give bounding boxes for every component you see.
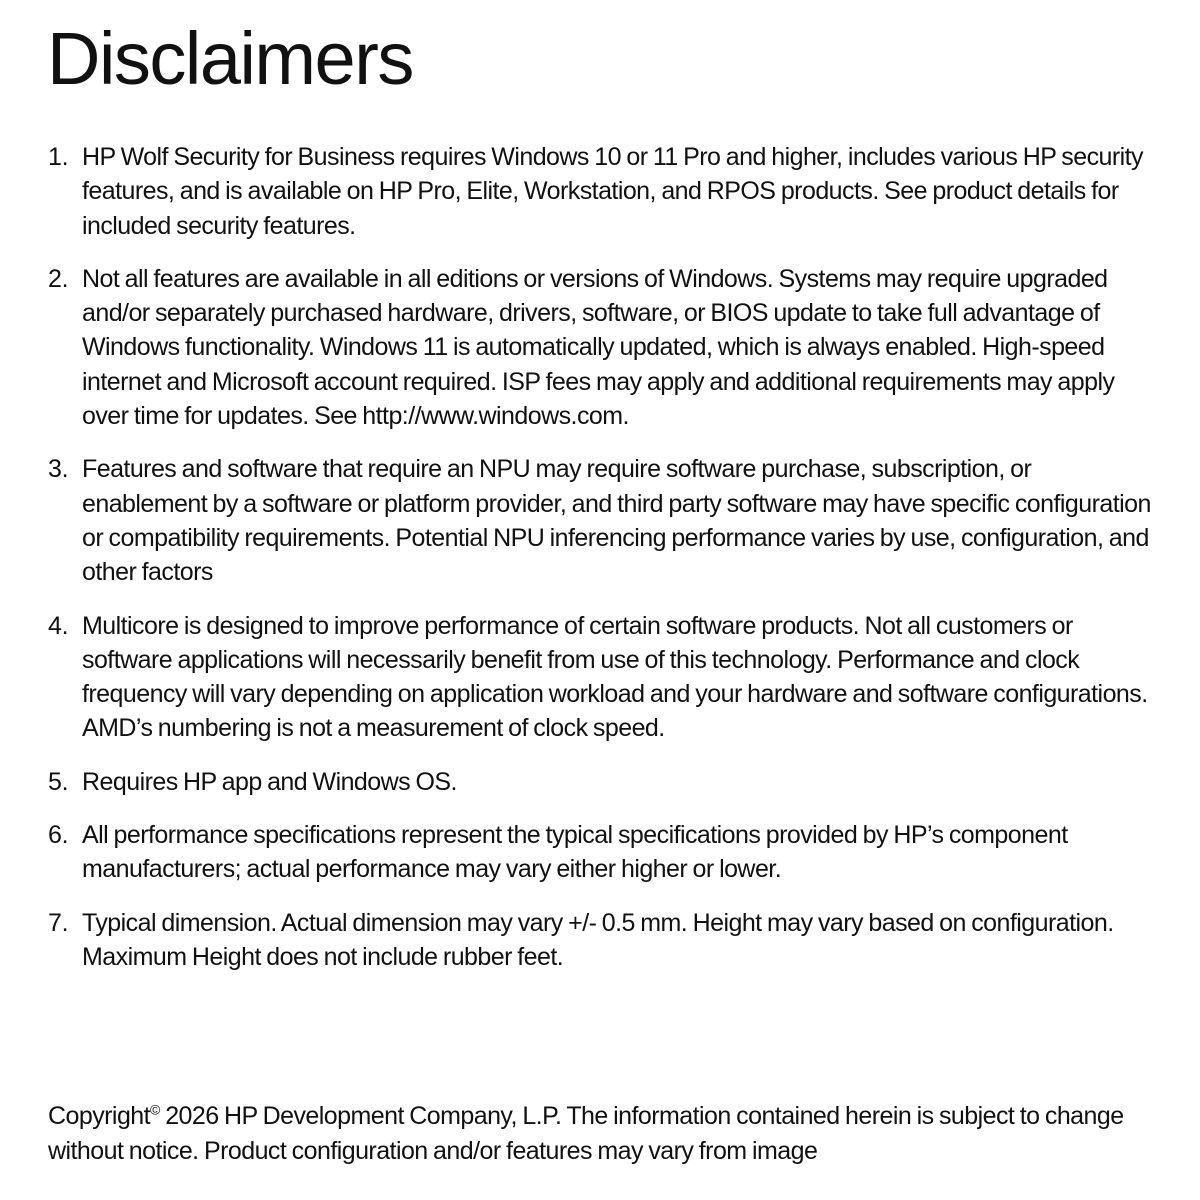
copyright-text: 2026 HP Development Company, L.P. The information contained herein is subject to change without notice. Product configuration and/or features may vary from image: [48, 1102, 1124, 1165]
disclaimer-number-2: 2.: [48, 264, 69, 293]
disclaimer-item-5: [48, 765, 1158, 799]
disclaimer-text-1: HP Wolf Security for Business requires Windows 10 or 11 Pro and higher, includes various HP security features, and is available on HP Pro, Elite, Workstation, and RPOS products. See product details for included security features.: [82, 143, 1144, 240]
disclaimer-text-5: Requires HP app and Windows OS.: [82, 767, 457, 796]
disclaimer-text-4: Multicore is designed to improve performance of certain software products. Not all customers or software applications will necessarily benefit from use of this technology. Performance and clock frequency will vary depending on application workload and your hardware and software configurations. AMD’s numbering is not a measurement of clock speed.: [82, 611, 1148, 743]
disclaimer-item-7: [48, 906, 1158, 975]
disclaimer-item-6: [48, 818, 1158, 887]
disclaimer-number-3: 3.: [48, 455, 69, 484]
disclaimer-number-4: 4.: [48, 611, 69, 640]
disclaimer-item-2: [48, 262, 1158, 433]
disclaimer-item-4: [48, 609, 1158, 746]
disclaimer-item-1: [48, 140, 1158, 243]
disclaimer-number-5: 5.: [48, 767, 69, 796]
disclaimer-item-3: [48, 452, 1158, 589]
disclaimer-text-7: Typical dimension. Actual dimension may vary +/- 0.5 mm. Height may vary based on configuration. Maximum Height does not include rubber feet.: [82, 908, 1114, 971]
copyright-symbol: ©: [150, 1101, 160, 1118]
disclaimer-text-6: All performance specifications represent the typical specifications provided by HP’s component manufacturers; actual performance may vary either higher or lower.: [82, 821, 1068, 884]
disclaimer-text-2: Not all features are available in all editions or versions of Windows. Systems may require upgraded and/or separately purchased hardware, drivers, software, or BIOS update to take full advantage of Windows functionality. Windows 11 is automatically updated, which is always enabled. High-speed internet and Microsoft account required. ISP fees may apply and additional requirements may apply over time for updates. See http://www.windows.com.: [82, 264, 1115, 431]
page-title: Disclaimers: [47, 17, 413, 100]
disclaimer-number-1: 1.: [48, 143, 69, 171]
disclaimer-number-7: 7.: [48, 908, 69, 937]
disclaimer-list: [48, 140, 1158, 993]
copyright-notice: [48, 1099, 1158, 1169]
copyright-prefix: Copyright: [48, 1102, 151, 1130]
disclaimer-number-6: 6.: [48, 821, 69, 850]
disclaimer-text-3: Features and software that require an NPU may require software purchase, subscription, or enablement by a software or platform provider, and third party software may have specific configuration or compatibility requirements. Potential NPU inferencing performance varies by use, configuration, and other factors: [82, 455, 1151, 587]
